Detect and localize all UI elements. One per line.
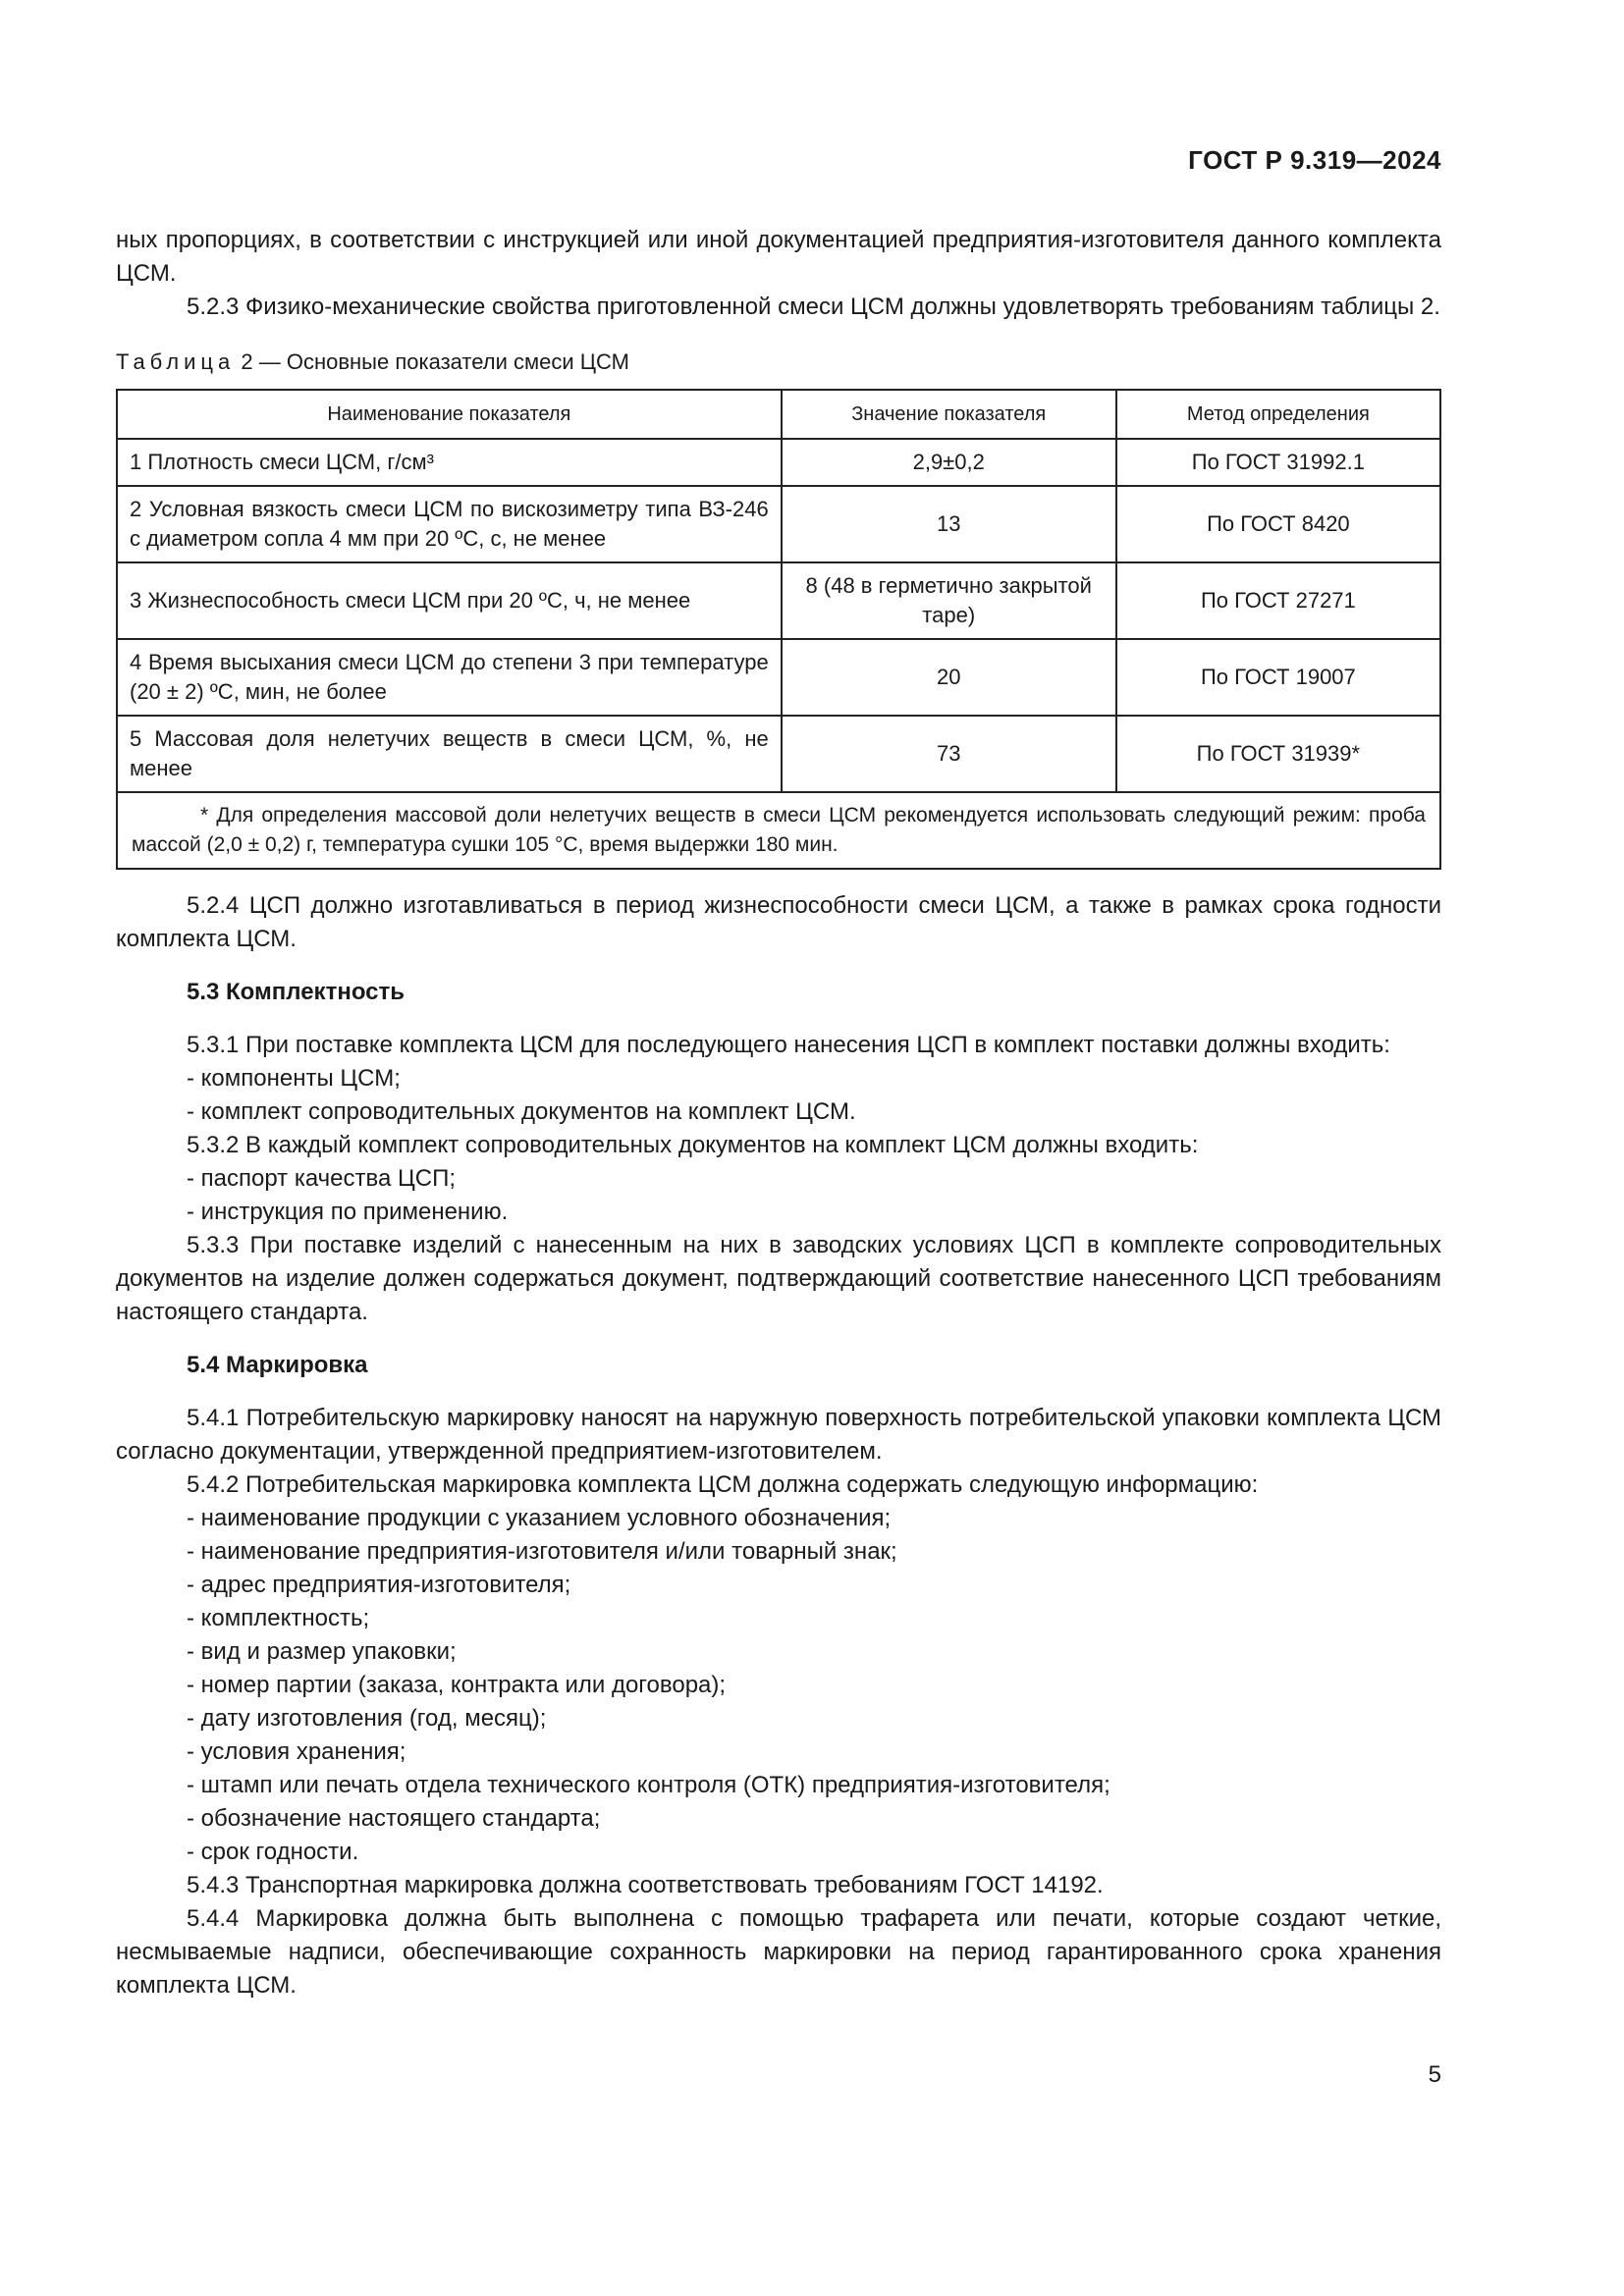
table-footnote: * Для определения массовой доли нелетучих веществ в смеси ЦСМ рекомендуется использовать следующий режим: проба массой (2,0 ± 0,2) г, температура сушки 105 °С, время выдержки 180 мин. [132,804,1426,856]
paragraph-5-4-2: 5.4.2 Потребительская маркировка комплекта ЦСМ должна содержать следующую информацию: [187,1471,1259,1498]
cell-value: 13 [782,486,1116,562]
list-item: - комплектность; [187,1605,370,1631]
cell-method: По ГОСТ 27271 [1116,562,1440,639]
list-item: - комплект сопроводительных документов на комплект ЦСМ. [187,1098,856,1125]
document-code: ГОСТ Р 9.319—2024 [1188,145,1441,175]
table-caption [116,346,1441,379]
cell-name: 5 Массовая доля нелетучих веществ в смеси ЦСМ, %, не менее [117,716,782,792]
paragraph-5-4-1: 5.4.1 Потребительскую маркировку наносят на наружную поверхность потребительской упаковки комплекта ЦСМ согласно документации, утвержденной предприятием-изготовителем. [116,1405,1441,1465]
section-heading-5-3: 5.3 Комплектность [187,979,406,1005]
cell-name: 1 Плотность смеси ЦСМ, г/см³ [117,439,782,486]
list-item: - наименование предприятия-изготовителя и/или товарный знак; [187,1538,897,1565]
cell-name: 3 Жизнеспособность смеси ЦСМ при 20 ºС, ч, не менее [117,562,782,639]
table-row [117,439,1440,486]
cell-value: 2,9±0,2 [782,439,1116,486]
list-item: - номер партии (заказа, контракта или договора); [187,1672,727,1698]
table-row [117,639,1440,716]
paragraph-5-2-3: 5.2.3 Физико-механические свойства приготовленной смеси ЦСМ должны удовлетворять требованиям таблицы 2. [187,294,1440,320]
paragraph-5-2-4: 5.2.4 ЦСП должно изготавливаться в период жизнеспособности смеси ЦСМ, а также в рамках срока годности комплекта ЦСМ. [116,892,1441,952]
paragraph-5-3-2: 5.3.2 В каждый комплект сопроводительных документов на комплект ЦСМ должны входить: [187,1132,1199,1158]
paragraph-continuation: ных пропорциях, в соответствии с инструкцией или иной документацией предприятия-изготовителя данного комплекта ЦСМ. [116,227,1441,287]
paragraph-5-4-3: 5.4.3 Транспортная маркировка должна соответствовать требованиям ГОСТ 14192. [187,1872,1104,1898]
paragraph-5-3-3: 5.3.3 При поставке изделий с нанесенным на них в заводских условиях ЦСП в комплекте сопроводительных документов на изделие должен содержаться документ, подтверждающий соответствие нанесенного ЦСП требованиям настоящего стандарта. [116,1232,1441,1325]
column-header-method: Метод определения [1116,390,1440,439]
cell-method: По ГОСТ 8420 [1116,486,1440,562]
column-header-value: Значение показателя [782,390,1116,439]
table-row [117,562,1440,639]
cell-method: По ГОСТ 19007 [1116,639,1440,716]
list-item: - вид и размер упаковки; [187,1638,457,1665]
paragraph-5-3-1: 5.3.1 При поставке комплекта ЦСМ для последующего нанесения ЦСП в комплект поставки должны входить: [187,1032,1390,1058]
cell-value: 20 [782,639,1116,716]
list-item: - паспорт качества ЦСП; [187,1165,457,1192]
cell-value: 8 (48 в герметично закрытой таре) [782,562,1116,639]
column-header-name: Наименование показателя [117,390,782,439]
table-footnote-cell [117,792,1440,869]
cell-value: 73 [782,716,1116,792]
table-row [117,716,1440,792]
table-row [117,486,1440,562]
list-item: - наименование продукции с указанием условного обозначения; [187,1505,892,1531]
cell-method: По ГОСТ 31992.1 [1116,439,1440,486]
paragraph-5-4-4: 5.4.4 Маркировка должна быть выполнена с помощью трафарета или печати, которые создают четкие, несмываемые надписи, обеспечивающие сохранность маркировки на период гарантированного срока хранения комплекта ЦСМ. [116,1905,1441,1999]
list-item: - штамп или печать отдела технического контроля (ОТК) предприятия-изготовителя; [187,1772,1110,1798]
table-header-row [117,390,1440,439]
cell-method: По ГОСТ 31939* [1116,716,1440,792]
list-item: - обозначение настоящего стандарта; [187,1805,601,1832]
table-caption-label: Таблица [116,349,236,374]
list-item: - компоненты ЦСМ; [187,1065,401,1092]
cell-name: 2 Условная вязкость смеси ЦСМ по вискозиметру типа ВЗ-246 с диаметром сопла 4 мм при 20 ºС, с, не менее [117,486,782,562]
list-item: - инструкция по применению. [187,1199,509,1225]
list-item: - срок годности. [187,1839,359,1865]
list-item: - адрес предприятия-изготовителя; [187,1572,571,1598]
section-heading-5-4: 5.4 Маркировка [187,1352,368,1378]
list-item: - условия хранения; [187,1738,406,1765]
list-item: - дату изготовления (год, месяц); [187,1705,547,1732]
cell-name: 4 Время высыхания смеси ЦСМ до степени 3 при температуре (20 ± 2) ºС, мин, не более [117,639,782,716]
table-caption-text: 2 — Основные показатели смеси ЦСМ [241,349,630,374]
page-number: 5 [1428,2061,1441,2088]
page-content [116,224,1441,2002]
indicators-table [116,389,1441,870]
table-footnote-row [117,792,1440,869]
